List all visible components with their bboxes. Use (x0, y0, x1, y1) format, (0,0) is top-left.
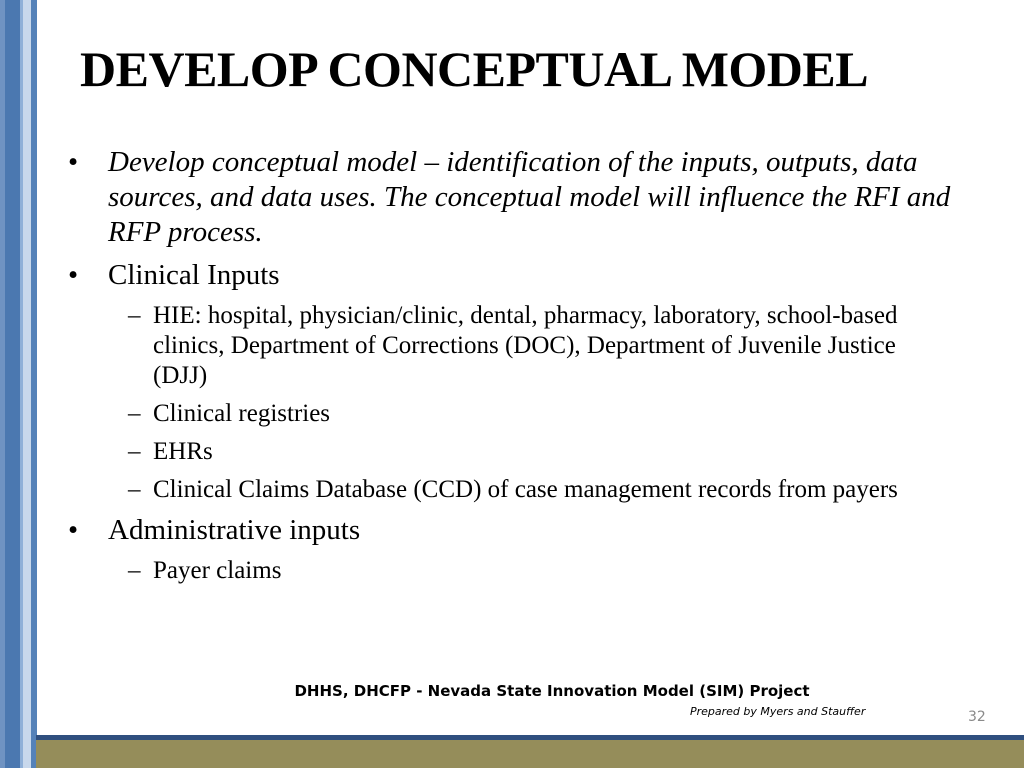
sub-bullet-text: EHRs (153, 438, 213, 465)
dash-icon: – (128, 400, 141, 427)
dash-icon: – (128, 557, 141, 584)
slide-content (60, 145, 980, 594)
bullet-text: Develop conceptual model – identification of the inputs, outputs, data sources, and data uses. The conceptual model will influence the RFI and RFP process. (108, 146, 951, 248)
bullet-icon: • (68, 146, 79, 178)
footer-prepared-by: Prepared by Myers and Stauffer (690, 705, 866, 718)
sub-bullet-text: Payer claims (153, 557, 282, 584)
sub-bullet-item (60, 399, 953, 429)
left-decorative-bar (31, 0, 37, 768)
bullet-item (60, 145, 980, 250)
bullet-text: Administrative inputs (108, 514, 361, 546)
dash-icon: – (128, 438, 141, 465)
bullet-text: Clinical Inputs (108, 259, 280, 291)
sub-bullet-text: HIE: hospital, physician/clinic, dental, pharmacy, laboratory, school-based clinics, Department of Corrections (DOC), Department of Juvenile Justice (DJJ) (153, 302, 898, 389)
left-decorative-bar (23, 0, 31, 768)
dash-icon: – (128, 302, 141, 329)
bullet-icon: • (68, 514, 79, 546)
page-number: 32 (968, 709, 986, 725)
bullet-item (60, 513, 980, 548)
left-decorative-bar (5, 0, 20, 768)
sub-bullet-item (60, 437, 953, 467)
bullet-icon: • (68, 259, 79, 291)
sub-bullet-text: Clinical Claims Database (CCD) of case management records from payers (153, 476, 898, 503)
dash-icon: – (128, 476, 141, 503)
bottom-decorative-bar (36, 740, 1024, 768)
sub-bullet-item (60, 301, 953, 391)
sub-bullet-item (60, 475, 953, 505)
slide-title: DEVELOP CONCEPTUAL MODEL (80, 41, 869, 97)
bullet-item (60, 258, 980, 293)
sub-bullet-text: Clinical registries (153, 400, 331, 427)
sub-bullet-item (60, 556, 953, 586)
footer-project-name: DHHS, DHCFP - Nevada State Innovation Model (SIM) Project (294, 682, 810, 700)
